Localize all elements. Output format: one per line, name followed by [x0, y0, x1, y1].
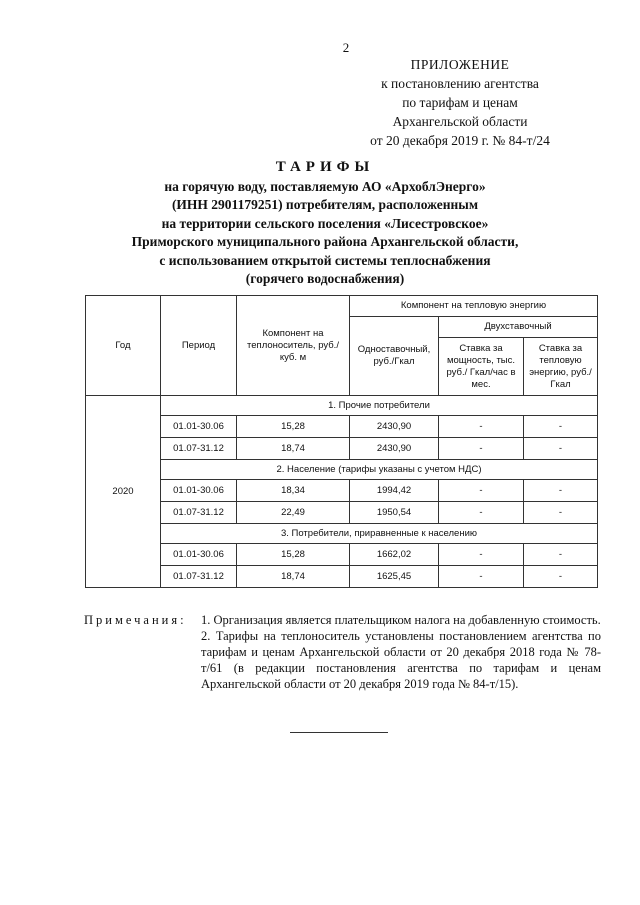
single-rate-cell: 1662,02 [350, 544, 439, 566]
header-power-rate: Ставка за мощность, тыс. руб./ Гкал/час в мес. [439, 338, 524, 396]
single-rate-cell: 1625,45 [350, 566, 439, 588]
energy-rate-cell: - [524, 544, 598, 566]
carrier-cell: 18,74 [237, 566, 350, 588]
header-energy-rate: Ставка за тепловую энергию, руб./Гкал [524, 338, 598, 396]
single-rate-cell: 2430,90 [350, 416, 439, 438]
period-cell: 01.01-30.06 [161, 544, 237, 566]
section-title: 2. Население (тарифы указаны с учетом НДС) [161, 460, 598, 480]
title-main: ТАРИФЫ [275, 159, 375, 175]
appendix-line: Архангельской области [392, 114, 528, 129]
tariff-table [85, 295, 598, 588]
year-cell: 2020 [86, 396, 161, 588]
carrier-cell: 15,28 [237, 544, 350, 566]
title-line: с использованием открытой системы теплоснабжения [159, 252, 491, 268]
appendix-line: по тарифам и ценам [402, 95, 518, 110]
table-row [86, 502, 598, 524]
period-cell: 01.07-31.12 [161, 438, 237, 460]
period-cell: 01.01-30.06 [161, 416, 237, 438]
energy-rate-cell: - [524, 416, 598, 438]
appendix-line: к постановлению агентства [381, 76, 539, 91]
notes-body [201, 612, 601, 692]
power-rate-cell: - [439, 438, 524, 460]
power-rate-cell: - [439, 480, 524, 502]
title-line: (ИНН 2901179251) потребителям, расположенным [171, 197, 479, 212]
table-row [86, 480, 598, 502]
energy-rate-cell: - [524, 480, 598, 502]
carrier-cell: 18,74 [237, 438, 350, 460]
header-two-rate: Двухставочный [439, 317, 598, 338]
title-line: Приморского муниципального района Архангельской области, [131, 234, 519, 249]
single-rate-cell: 1994,42 [350, 480, 439, 502]
note-item: 1. Организация является плательщиком налога на добавленную стоимость. [201, 613, 601, 627]
carrier-cell: 15,28 [237, 416, 350, 438]
power-rate-cell: - [439, 502, 524, 524]
table-row [86, 544, 598, 566]
power-rate-cell: - [439, 416, 524, 438]
single-rate-cell: 1950,54 [350, 502, 439, 524]
document-title [60, 158, 590, 289]
appendix-title: ПРИЛОЖЕНИЕ [410, 57, 510, 72]
energy-rate-cell: - [524, 502, 598, 524]
section-title: 3. Потребители, приравненные к населению [161, 524, 598, 544]
power-rate-cell: - [439, 566, 524, 588]
appendix-block [340, 55, 580, 150]
appendix-date: от 20 декабря 2019 г. № 84-т/24 [370, 133, 550, 148]
energy-rate-cell: - [524, 566, 598, 588]
header-energy: Компонент на тепловую энергию [350, 296, 598, 317]
title-line: на территории сельского поселения «Лисестровское» [161, 215, 489, 231]
period-cell: 01.01-30.06 [161, 480, 237, 502]
title-line: (горячего водоснабжения) [245, 271, 405, 286]
title-line: на горячую воду, поставляемую АО «АрхоблЭнерго» [164, 178, 486, 194]
table-row [86, 416, 598, 438]
single-rate-cell: 2430,90 [350, 438, 439, 460]
table-row [86, 438, 598, 460]
power-rate-cell: - [439, 544, 524, 566]
closing-rule [290, 732, 388, 733]
period-cell: 01.07-31.12 [161, 566, 237, 588]
header-period: Период [161, 296, 237, 396]
carrier-cell: 22,49 [237, 502, 350, 524]
notes-label: Примечания: [84, 613, 187, 627]
header-year: Год [86, 296, 161, 396]
table-row [86, 566, 598, 588]
note-item: 2. Тарифы на теплоноситель установлены постановлением агентства по тарифам и ценам Архангельской области от 20 декабря 2018 года № 78-т/61 (в редакции постановления агентства по тарифам и ценам Архангельской области от 20 декабря 2019 года № 84-т/15). [201, 629, 601, 691]
energy-rate-cell: - [524, 438, 598, 460]
carrier-cell: 18,34 [237, 480, 350, 502]
section-title: 1. Прочие потребители [161, 396, 598, 416]
header-single-rate: Одноставочный, руб./Гкал [350, 317, 439, 396]
header-carrier: Компонент на теплоноситель, руб./куб. м [237, 296, 350, 396]
page-number: 2 [342, 40, 350, 55]
period-cell: 01.07-31.12 [161, 502, 237, 524]
